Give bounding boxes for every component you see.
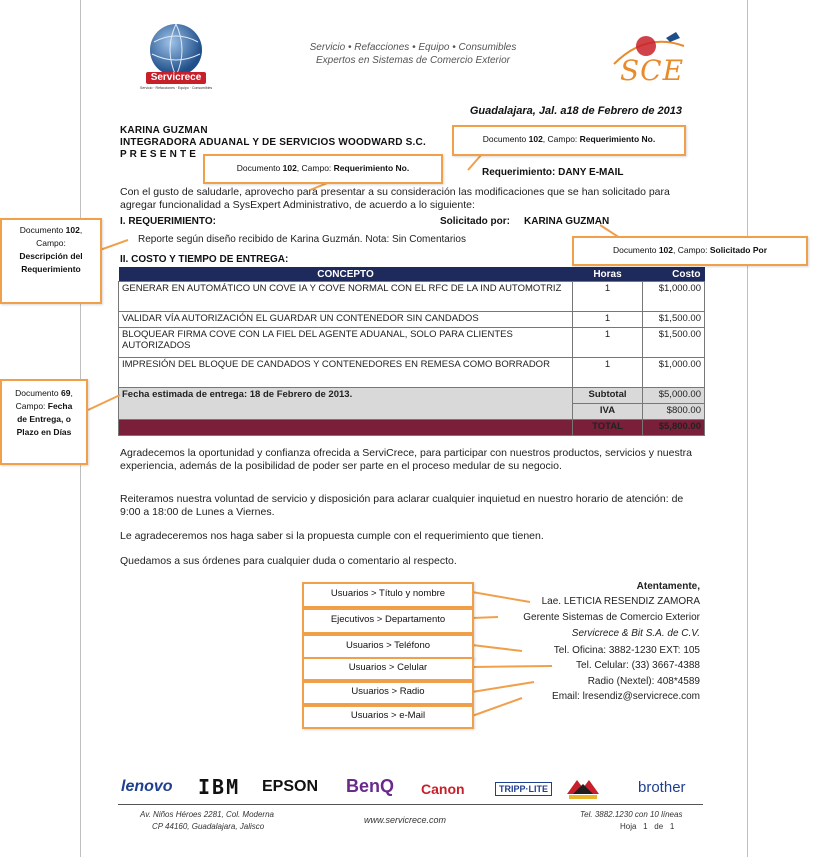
brand-ibm: IBM: [198, 775, 241, 799]
signature-department: Gerente Sistemas de Comercio Exterior: [523, 612, 700, 623]
solicitado-label: Solicitado por:: [440, 216, 510, 227]
row-concepto: VALIDAR VÍA AUTORIZACIÓN EL GUARDAR UN CONTENEDOR SIN CANDADOS: [119, 312, 573, 328]
footer-web: www.servicrece.com: [364, 815, 447, 825]
brand-lenovo: lenovo: [121, 778, 173, 795]
iva-label: IVA: [573, 404, 643, 420]
recipient-company: INTEGRADORA ADUANAL Y DE SERVICIOS WOODWARD S.C.: [120, 137, 426, 148]
brand-tripplite: TRIPP·LITE: [495, 782, 552, 796]
callout-solicitado: Documento 102, Campo: Solicitado Por: [572, 236, 808, 266]
paragraph-propuesta: Le agradeceremos nos haga saber si la propuesta cumple con el requerimiento que tienen.: [120, 530, 544, 542]
row-horas: 1: [573, 358, 643, 388]
callout-email: Usuarios > e-Mail: [302, 705, 474, 729]
signature-tel-celular: Tel. Celular: (33) 3667-4388: [576, 660, 700, 671]
signature-tel-oficina: Tel. Oficina: 3882-1230 EXT: 105: [553, 645, 700, 656]
row-costo: $1,000.00: [643, 358, 705, 388]
paragraph-agradecimiento: Agradecemos la oportunidad y confianza ofrecida a ServiCrece, para participar con nuestros productos, servicios y nuestra experiencia, además de la posibilidad de poder ser parte en el proceso medular de su negocio.: [120, 447, 692, 472]
footer-address1: Av. Niños Héroes 2281, Col. Moderna: [140, 810, 274, 819]
row-horas: 1: [573, 312, 643, 328]
row-concepto: IMPRESIÓN DEL BLOQUE DE CANDADOS Y CONTENEDORES EN REMESA COMO BORRADOR: [119, 358, 573, 388]
tagline-line1: Servicio • Refacciones • Equipo • Consumibles: [309, 42, 517, 53]
callout-departamento: Ejecutivos > Departamento: [302, 608, 474, 634]
logo-subtext: Servicio · Refacciones · Equipo · Consumibles: [140, 86, 212, 90]
brand-brother: brother: [638, 779, 686, 796]
atentamente: Atentamente,: [636, 581, 700, 592]
brand-benq: BenQ: [346, 776, 395, 796]
callout-radio: Usuarios > Radio: [302, 681, 474, 705]
signature-company: Servicrece & Bit S.A. de C.V.: [571, 628, 700, 639]
paragraph-horario: Reiteramos nuestra voluntad de servicio y disposición para aclarar cualquier inquietud en nuestro horario de atención: de 9:00 a 18:00 de Lunes a Viernes.: [120, 493, 684, 518]
section2-title: II. COSTO Y TIEMPO DE ENTREGA:: [120, 254, 289, 265]
brand-emblem: [565, 776, 601, 800]
signature-email: Email: lresendiz@servicrece.com: [552, 691, 700, 702]
subtotal-value: $5,000.00: [643, 388, 705, 404]
intro-paragraph: Con el gusto de saludarle, aprovecho para presentar a su consideración las modificaciones que se han solicitado para agregar funcionalidad a SysExpert Administrativo, de acuerdo a lo siguiente:: [120, 186, 670, 211]
requerimiento-label: Requerimiento: DANY E-MAIL: [482, 167, 624, 178]
row-concepto: BLOQUEAR FIRMA COVE CON LA FIEL DEL AGENTE ADUANAL, SOLO PARA CLIENTES AUTORIZADOS: [119, 328, 573, 358]
header-costo: Costo: [643, 267, 705, 282]
brand-epson: EPSON: [262, 778, 319, 795]
sce-logo-text: SCE: [620, 54, 685, 87]
row-costo: $1,500.00: [643, 328, 705, 358]
recipient-presente: P R E S E N T E: [120, 149, 197, 160]
logo-text: Servicrece: [150, 72, 202, 83]
callout-titulo-nombre: Usuarios > Título y nombre: [302, 582, 474, 608]
header-horas: Horas: [573, 267, 643, 282]
fecha-estimada: Fecha estimada de entrega: 18 de Febrero de 2013.: [119, 388, 573, 420]
brand-canon: Canon: [421, 781, 465, 797]
footer-phone: Tel. 3882.1230 con 10 líneas: [580, 810, 683, 819]
eagle-logo-icon: [565, 776, 601, 800]
callout-fecha-entrega: Documento 69, Campo: Fecha de Entrega, o Plazo en Días: [0, 379, 88, 465]
footer-divider: [118, 804, 703, 805]
total-label: TOTAL: [573, 420, 643, 436]
callout-telefono: Usuarios > Teléfono: [302, 634, 474, 660]
callout-requerimiento-mid: Documento 102, Campo: Requerimiento No.: [203, 154, 443, 184]
row-costo: $1,000.00: [643, 282, 705, 312]
signature-radio: Radio (Nextel): 408*4589: [587, 676, 700, 687]
footer-address2: CP 44160, Guadalajara, Jalisco: [152, 822, 265, 831]
document-date: Guadalajara, Jal. a18 de Febrero de 2013: [469, 105, 682, 117]
subtotal-label: Subtotal: [573, 388, 643, 404]
row-concepto: GENERAR EN AUTOMÁTICO UN COVE IA Y COVE NORMAL CON EL RFC DE LA IND AUTOMOTRIZ: [119, 282, 573, 312]
signature-name: Lae. LETICIA RESENDIZ ZAMORA: [541, 596, 700, 607]
callout-celular: Usuarios > Celular: [302, 657, 474, 681]
row-horas: 1: [573, 328, 643, 358]
row-horas: 1: [573, 282, 643, 312]
section1-title: I. REQUERIMIENTO:: [120, 216, 216, 227]
total-value: $5,800.00: [643, 420, 705, 436]
paragraph-ordenes: Quedamos a sus órdenes para cualquier duda o comentario al respecto.: [120, 555, 457, 567]
footer-page: Hoja 1 de 1: [620, 822, 675, 831]
recipient-name: KARINA GUZMAN: [120, 125, 208, 136]
header-concepto: CONCEPTO: [119, 267, 573, 282]
callout-requerimiento-top: Documento 102, Campo: Requerimiento No.: [452, 125, 686, 156]
row-costo: $1,500.00: [643, 312, 705, 328]
requerimiento-description: Reporte según diseño recibido de Karina Guzmán. Nota: Sin Comentarios: [138, 234, 466, 245]
callout-descripcion: Documento 102, Campo: Descripción del Requerimiento: [0, 218, 102, 304]
tagline-line2: Expertos en Sistemas de Comercio Exterior: [316, 55, 510, 66]
solicitado-value: KARINA GUZMAN: [524, 216, 610, 227]
iva-value: $800.00: [643, 404, 705, 420]
